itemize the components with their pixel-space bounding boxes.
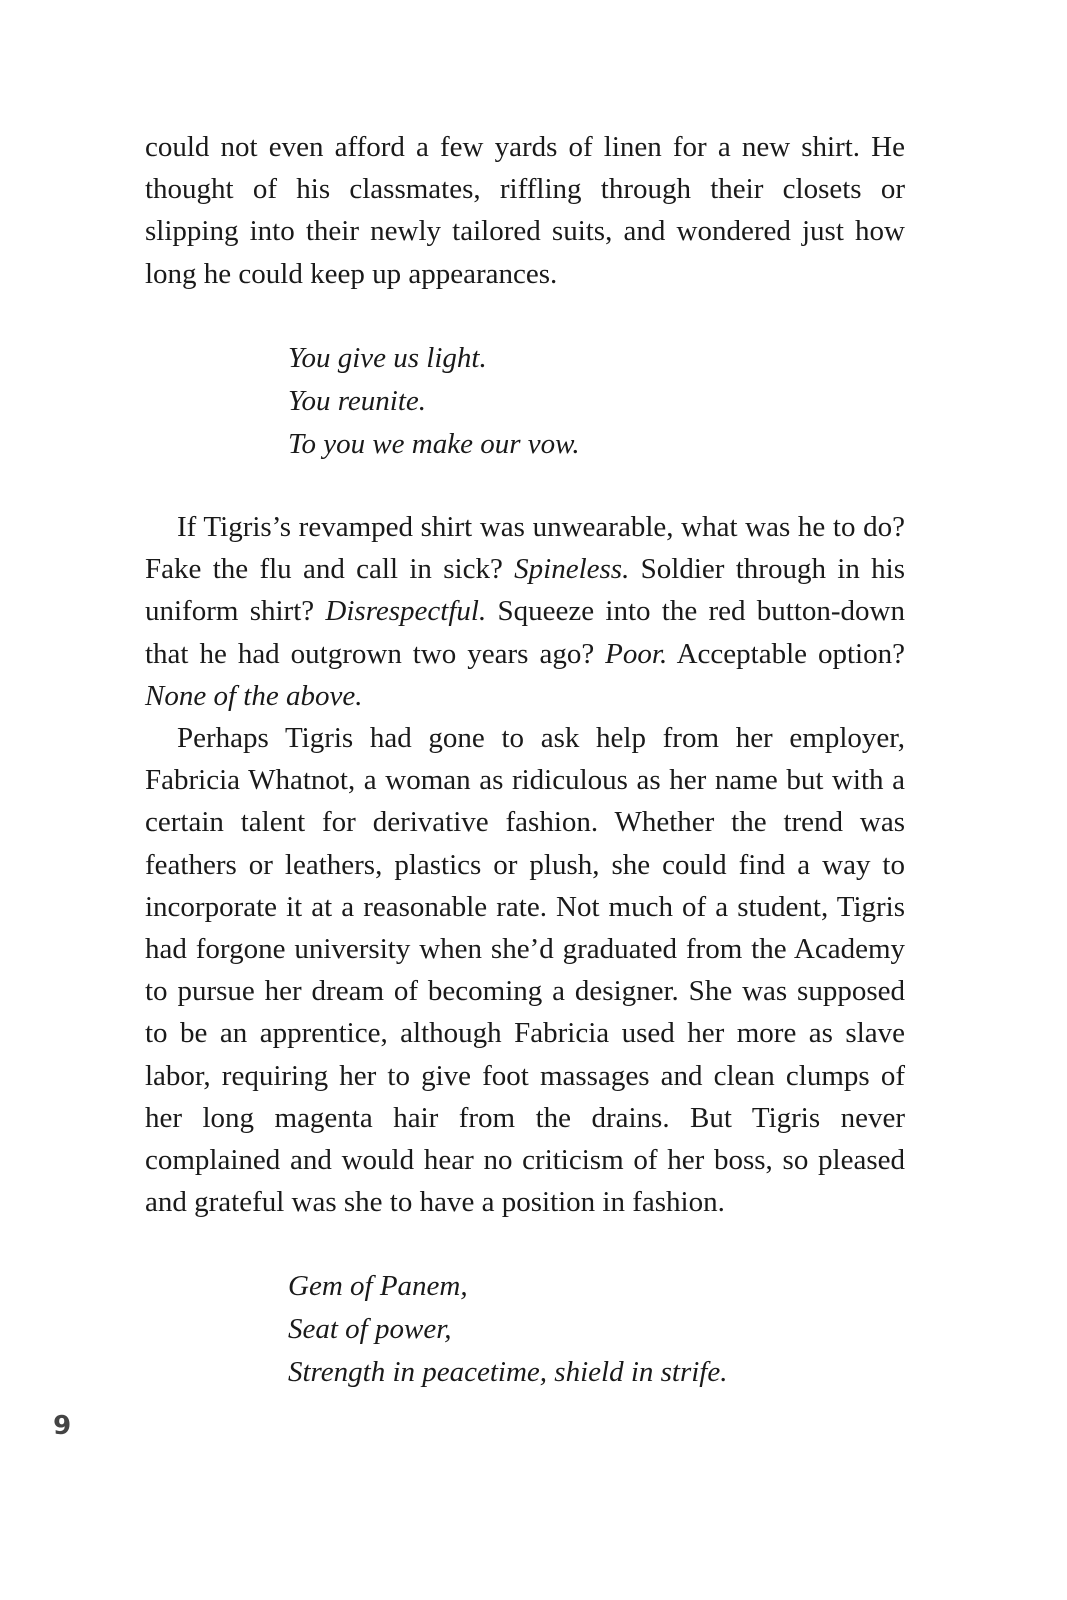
opening-paragraph: could not even afford a few yards of linen for a new shirt. He thought of his classmates, riffling through their closets or slipping into their newly tailored suits, and wondered just how long he could keep up appearances. [145,131,905,290]
emphasis-none-of-the-above: None of the above. [145,679,363,712]
opening-paragraph-block [145,126,905,295]
verse-line: To you we make our vow. [288,428,580,460]
body-text-block [145,506,905,1223]
sentence-run: Acceptable option? [667,637,905,670]
verse-line: Gem of Panem, [288,1270,468,1302]
verse-line: Seat of power, [288,1313,452,1345]
emphasis-poor: Poor. [605,637,668,670]
sentence-run: If Tigris’s revamped shirt was unwearable, what was he to do? Fake the flu and call in sick? [145,511,905,586]
sentence-run: Soldier through in his uniform shirt? [145,553,905,628]
emphasis-spineless: Spineless. [514,553,630,586]
sentence-run: Squeeze into the red button-down that he had outgrown two years ago? [145,595,905,670]
anthem-verse-1 [288,337,580,466]
verse-line: You reunite. [288,385,427,417]
verse-line: Strength in peacetime, shield in strife. [288,1356,728,1388]
paragraph-shirt-options [145,506,905,717]
emphasis-disrespectful: Disrespectful. [325,595,487,628]
verse-line: You give us light. [288,342,487,374]
paragraph-fabricia: Perhaps Tigris had gone to ask help from her employer, Fabricia Whatnot, a woman as ridiculous as her name but with a certain talent for derivative fashion. Whether the trend was feathers or leathers, plastics or plush, she could find a way to incorporate it at a reasonable rate. Not much of a student, Tigris had forgone university when she’d graduated from the Academy to pursue her dream of becoming a designer. She was supposed to be an apprentice, although Fabricia used her more as slave labor, requiring her to give foot massages and clean clumps of her long magenta hair from the drains. But Tigris never complained and would hear no criticism of her boss, so pleased and grateful was she to have a position in fashion. [145,722,905,1219]
anthem-verse-2 [288,1265,728,1394]
page-number: 6 [53,1408,72,1438]
